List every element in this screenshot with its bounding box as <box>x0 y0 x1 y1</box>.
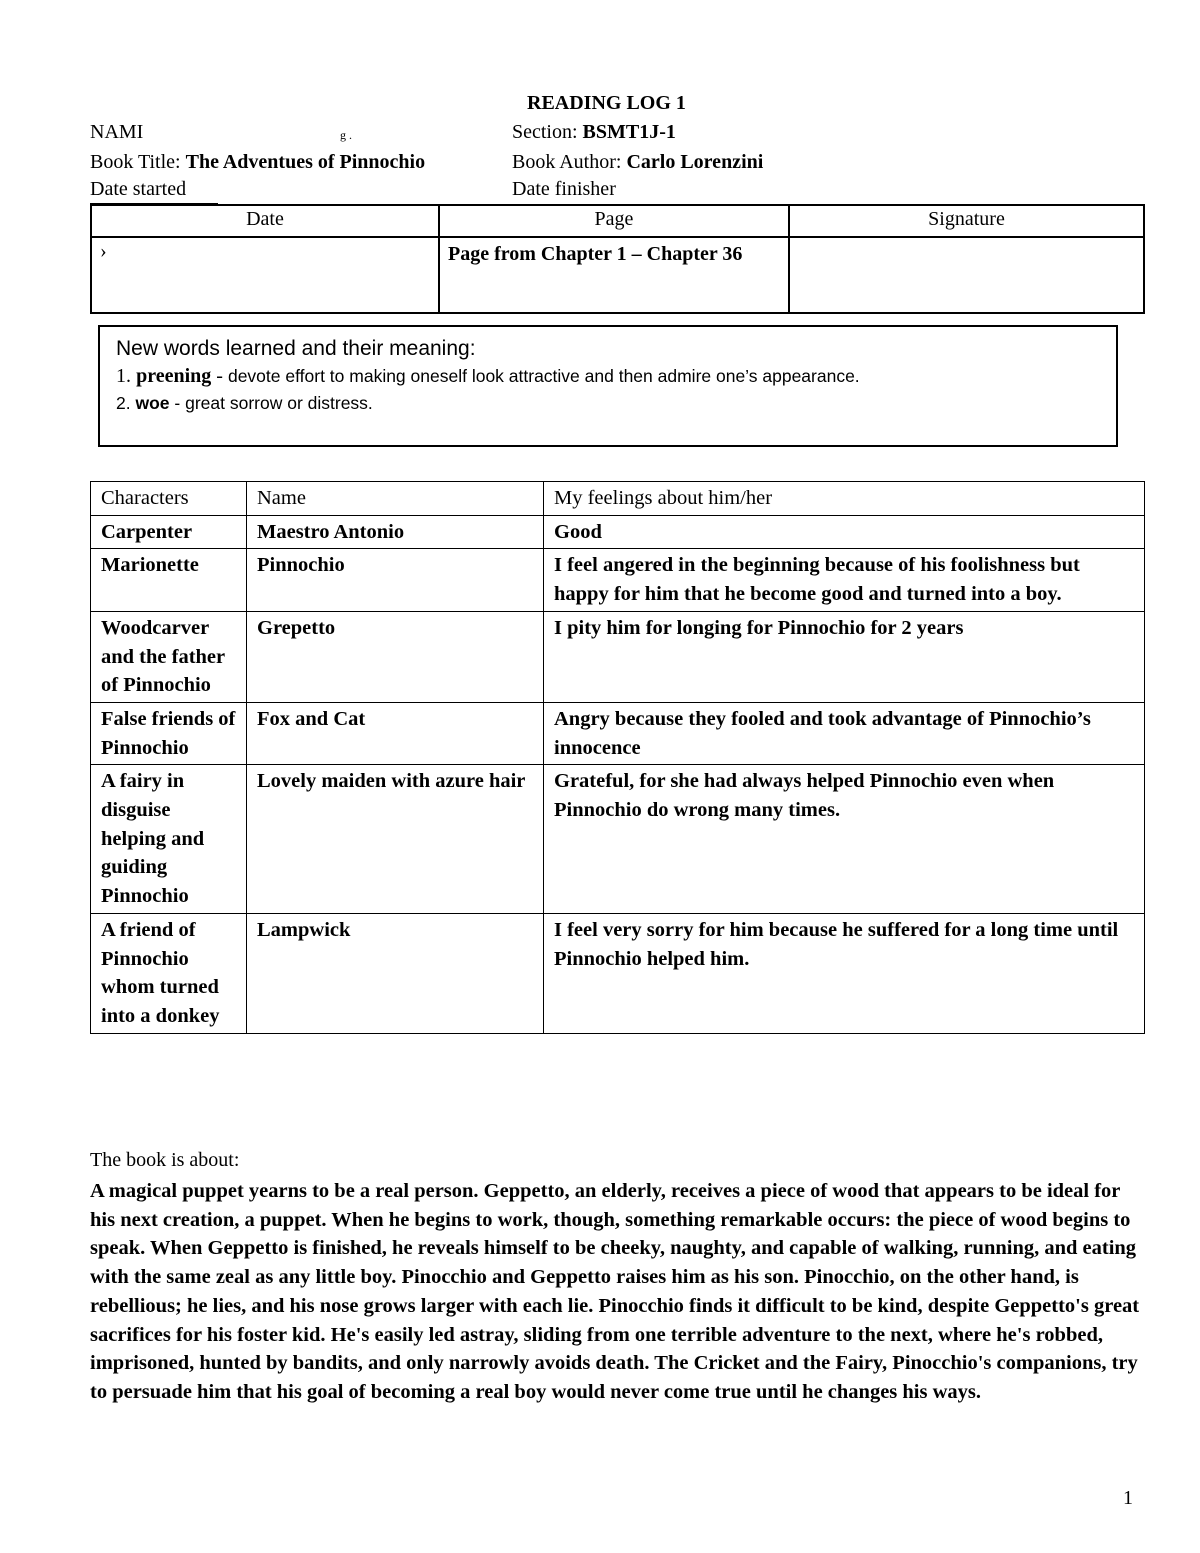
new-word-separator: - <box>211 365 228 387</box>
name-redacted-fragment: g . <box>340 128 352 142</box>
about-label: The book is about: <box>90 1149 240 1171</box>
character-cell: Carpenter <box>91 515 247 549</box>
name-cell: Grepetto <box>247 611 544 702</box>
table-row <box>91 549 1145 611</box>
character-cell: Woodcarver and the father of Pinnochio <box>91 611 247 702</box>
character-cell: A fairy in disguise helping and guiding Pinnochio <box>91 765 247 914</box>
section-value: BSMT1J-1 <box>582 121 676 143</box>
feeling-cell: I pity him for longing for Pinnochio for 2 years <box>544 611 1145 702</box>
new-word-term: woe <box>135 393 170 413</box>
new-words-box <box>98 325 1118 447</box>
new-word-separator: - <box>169 393 186 413</box>
book-title-value: The Adventues of Pinnochio <box>185 151 426 173</box>
name-cell: Fox and Cat <box>247 702 544 764</box>
new-word-term: preening <box>136 365 212 387</box>
date-started-label: Date started <box>90 178 187 200</box>
date-finished-label: Date finisher <box>512 178 616 200</box>
log-table-row <box>91 237 1144 313</box>
about-paragraph: A magical puppet yearns to be a real person. Geppetto, an elderly, receives a piece of wood that appears to be ideal for his next creation, a puppet. When he begins to work, though, something remarkable occurs: the piece of wood begins to speak. When Geppetto is finished, he reveals himself to be cheeky, naughty, and capable of walking, running, and eating with the same zeal as any little boy. Pinocchio and Geppetto raises him as his son. Pinocchio, on the other hand, is rebellious; he lies, and his nose grows larger with each lie. Pinocchio finds it difficult to be kind, despite Geppetto's great sacrifices for his foster kid. He's easily led astray, sliding from one terrible adventure to the next, where he's robbed, imprisoned, hunted by bandits, and only narrowly avoids death. The Cricket and the Fairy, Pinocchio's companions, try to persuade him that his goal of becoming a real boy would never come true until he changes his ways. <box>90 1180 1140 1403</box>
character-cell: False friends of Pinnochio <box>91 702 247 764</box>
new-word-number: 1. <box>116 365 131 387</box>
name-cell: Lovely maiden with azure hair <box>247 765 544 914</box>
characters-header-row <box>91 482 1145 516</box>
new-word-item <box>116 365 860 388</box>
book-author-label: Book Author: <box>512 151 622 173</box>
feeling-cell: I feel angered in the beginning because of his foolishness but happy for him that he become good and turned into a boy. <box>544 549 1145 611</box>
log-header-signature: Signature <box>789 205 1144 237</box>
log-date-cell: › <box>91 237 439 313</box>
character-cell: A friend of Pinnochio whom turned into a donkey <box>91 913 247 1033</box>
log-page-cell: Page from Chapter 1 – Chapter 36 <box>439 237 789 313</box>
characters-header-character: Characters <box>91 482 247 516</box>
new-words-heading: New words learned and their meaning: <box>116 337 476 360</box>
new-word-meaning: devote effort to making oneself look attractive and then admire one’s appearance. <box>227 366 860 386</box>
new-word-number: 2. <box>116 393 131 413</box>
table-row <box>91 765 1145 914</box>
book-title-label: Book Title: <box>90 151 181 173</box>
book-author-line <box>512 151 763 174</box>
feeling-cell: Good <box>544 515 1145 549</box>
table-row <box>91 913 1145 1033</box>
section-label: Section: <box>512 121 578 143</box>
feeling-cell: Angry because they fooled and took advantage of Pinnochio’s innocence <box>544 702 1145 764</box>
log-signature-cell <box>789 237 1144 313</box>
feeling-cell: Grateful, for she had always helped Pinnochio even when Pinnochio do wrong many times. <box>544 765 1145 914</box>
table-row <box>91 702 1145 764</box>
character-cell: Marionette <box>91 549 247 611</box>
log-header-date: Date <box>91 205 439 237</box>
name-label: NAMI <box>90 121 144 143</box>
log-header-page: Page <box>439 205 789 237</box>
reading-log-table <box>90 204 1145 314</box>
name-cell: Lampwick <box>247 913 544 1033</box>
page-number: 1 <box>1123 1487 1133 1509</box>
new-word-meaning: great sorrow or distress. <box>185 393 373 413</box>
log-table-header-row <box>91 205 1144 237</box>
page-title: READING LOG 1 <box>527 92 686 114</box>
book-author-value: Carlo Lorenzini <box>626 151 764 173</box>
new-word-item <box>116 393 373 414</box>
name-cell: Maestro Antonio <box>247 515 544 549</box>
table-row <box>91 611 1145 702</box>
feeling-cell: I feel very sorry for him because he suffered for a long time until Pinnochio helped him. <box>544 913 1145 1033</box>
section-line <box>512 121 676 144</box>
table-row <box>91 515 1145 549</box>
name-cell: Pinnochio <box>247 549 544 611</box>
characters-table <box>90 481 1145 1034</box>
characters-header-feelings: My feelings about him/her <box>544 482 1145 516</box>
book-title-line <box>90 151 425 174</box>
characters-header-name: Name <box>247 482 544 516</box>
